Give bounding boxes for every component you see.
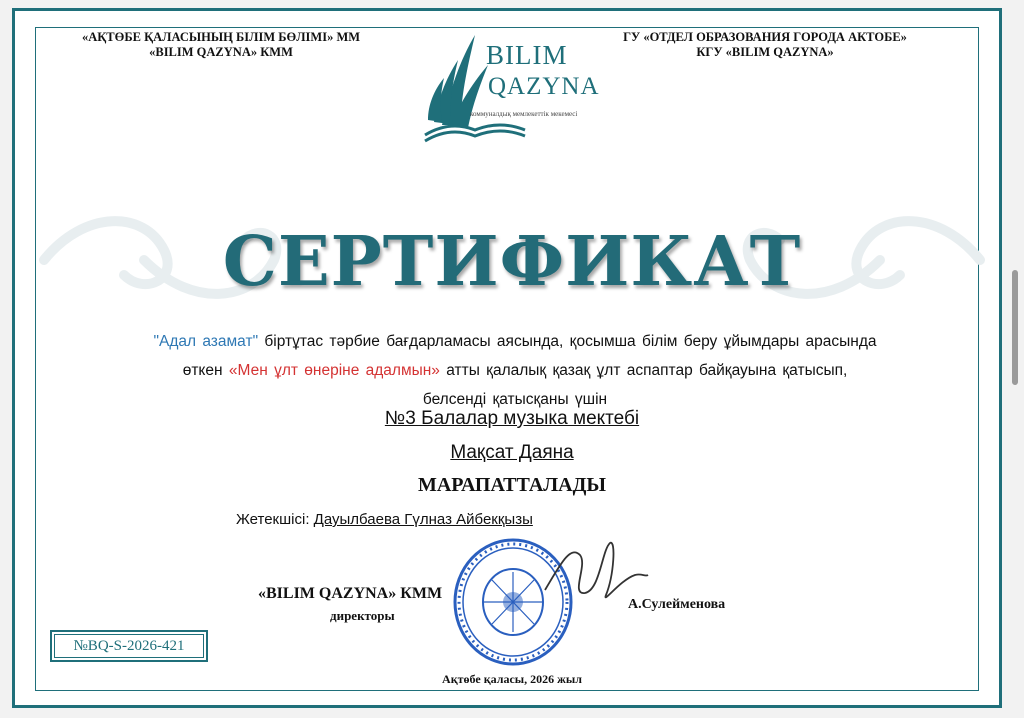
logo-tagline: коммуналдық мемлекеттік мекемесі	[470, 110, 578, 118]
header-left	[56, 30, 386, 60]
contest-name: «Мен ұлт өнеріне адалмын»	[228, 362, 440, 379]
registration-number: №BQ-S-2026-421	[50, 630, 208, 662]
teacher-line	[236, 511, 533, 528]
logo-text-bilim: BILIM	[486, 40, 568, 70]
certificate-body	[150, 327, 880, 414]
signatory-name: А.Сулейменова	[628, 597, 726, 612]
certificate-title: СЕРТИФИКАТ	[222, 222, 802, 302]
header-right	[590, 30, 940, 60]
header-right-line1: ГУ «ОТДЕЛ ОБРАЗОВАНИЯ ГОРОДА АКТОБЕ»	[623, 30, 907, 44]
signatory-org: «BILIM QAZYNA» КММ	[258, 585, 443, 602]
header-right-line2: КГУ «BILIM QAZYNA»	[696, 45, 834, 59]
teacher-name: Дауылбаева Гүлназ Айбекқызы	[313, 511, 533, 528]
header-left-line1: «АҚТӨБЕ ҚАЛАСЫНЫҢ БІЛІМ БӨЛІМІ» ММ	[81, 30, 361, 44]
logo-text-qazyna: QAZYNA	[488, 73, 600, 100]
header-left-line2: «BILIM QAZYNA» КММ	[149, 45, 293, 59]
signatory-position: директоры	[330, 608, 395, 623]
body-text-2: атты қалалық қазақ ұлт аспаптар байқауына қатысып, белсенді қатысқаны үшін	[422, 362, 848, 408]
school-name: №3 Балалар музыка мектебі	[384, 408, 640, 429]
teacher-label: Жетекшісі:	[236, 511, 310, 528]
city-year: Ақтөбе қаласы, 2026 жыл	[442, 672, 582, 686]
student-name: Мақсат Даяна	[450, 442, 574, 463]
body-text-1: біртұтас тәрбие бағдарламасы аясында, қосымша білім беру ұйымдары арасында өткен	[182, 333, 877, 379]
program-name: "Адал азамат"	[153, 333, 259, 350]
award-text: МАРАПАТТАЛАДЫ	[417, 474, 607, 496]
